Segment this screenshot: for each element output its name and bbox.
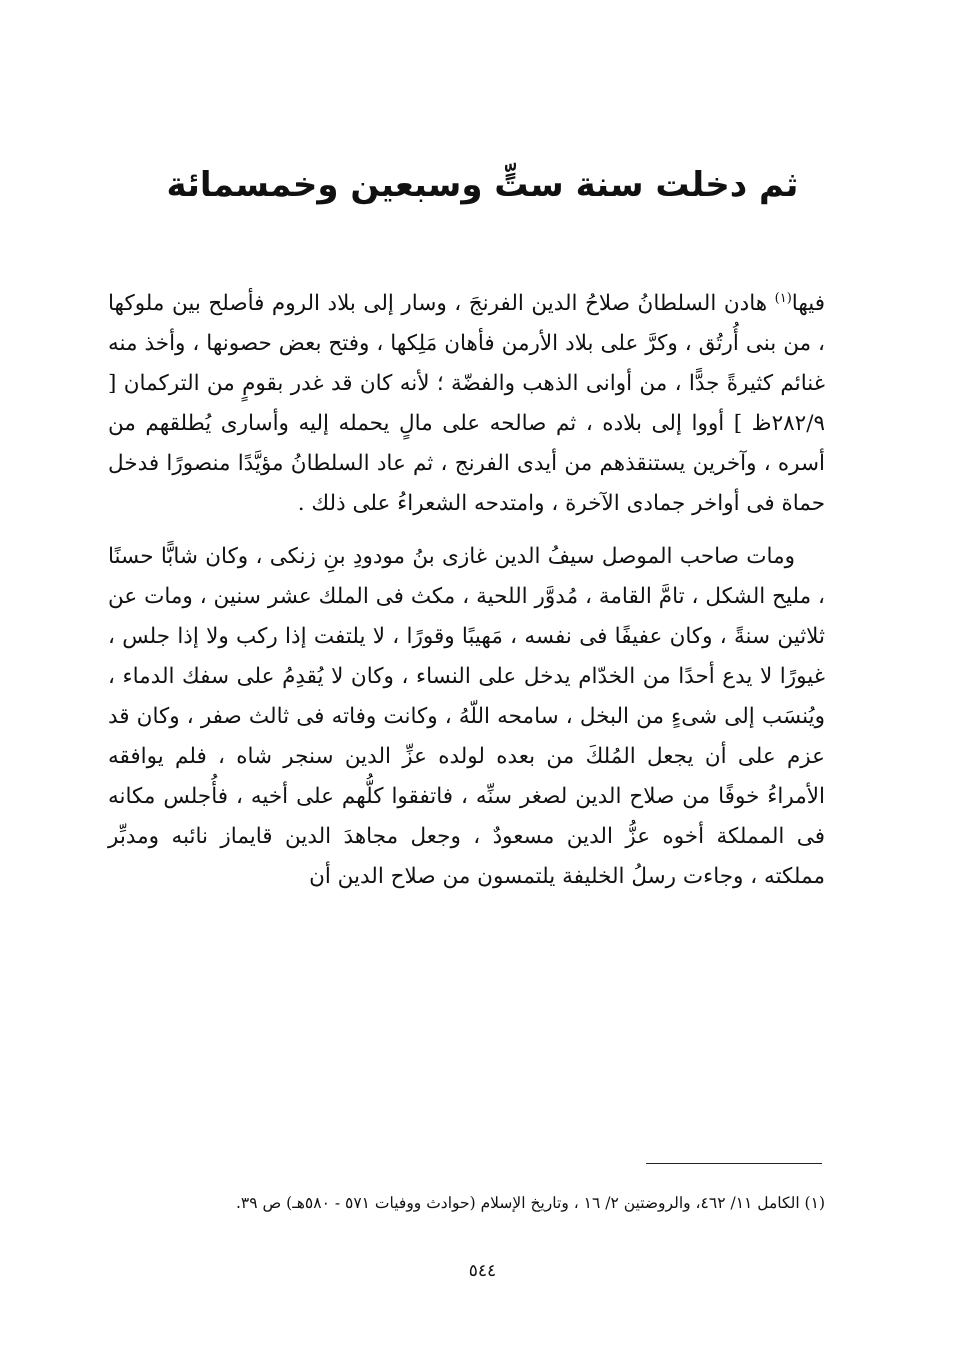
main-text (108, 284, 825, 897)
paragraph-1-lead: فيها (791, 291, 825, 316)
footnote: (١) الكامل ١١/ ٤٦٢، والروضتين ٢/ ١٦ ، وتاريخ الإسلام (حوادث ووفيات ٥٧١ - ٥٨٠هـ) ص ٣٩. (235, 1194, 825, 1212)
paragraph-2: ومات صاحب الموصل سيفُ الدين غازى بنُ مودودِ بنِ زنكى ، وكان شابًّا حسنًا ، مليح الشكل ، تامَّ القامة ، مُدوَّر اللحية ، مكث فى الملك عشر سنين ، ومات عن ثلاثين سنةً ، وكان عفيفًا فى نفسه ، مَهيبًا وقورًا ، لا يلتفت إذا ركب ولا إذا جلس ، غيورًا لا يدع أحدًا من الخدّام يدخل على النساء ، وكان لا يُقدِمُ على سفك الدماء ، ويُنسَب إلى شىءٍ من البخل ، سامحه اللّهُ ، وكانت وفاته فى ثالث صفر ، وكان قد عزم على أن يجعل المُلكَ من بعده لولده عزِّ الدين سنجر شاه ، فلم يوافقه الأمراءُ خوفًا من صلاح الدين لصغر سنِّه ، فاتفقوا كلُّهم على أخيه ، فأُجلس مكانه فى المملكة أخوه عزُّ الدين مسعودٌ ، وجعل مجاهدَ الدين قايماز نائبه ومدبِّر مملكته ، وجاءت رسلُ الخليفة يلتمسون من صلاح الدين أن (108, 544, 825, 889)
footnote-divider (646, 1163, 822, 1164)
page-number: ٥٤٤ (468, 1261, 497, 1281)
paragraph-1-text: هادن السلطانُ صلاحُ الدين الفرنجَ ، وسار إلى بلاد الروم فأصلح بين ملوكها ، من بنى أُرتُق ، وكرَّ على بلاد الأرمن فأهان مَلِكها ، وفتح بعض حصونها ، وأخذ منه غنائم كثيرةً جدًّا ، من أوانى الذهب والفضّة ؛ لأنه كان قد غدر بقومٍ من التركمان [ ٢٨٢/٩ظ ] أووا إلى بلاده ، ثم صالحه على مالٍ يحمله إليه وأسارى يُطلقهم من أسره ، وآخرين يستنقذهم من أيدى الفرنج ، ثم عاد السلطانُ مؤيَّدًا منصورًا فدخل حماة فى أواخر جمادى الآخرة ، وامتدحه الشعراءُ على ذلك . (108, 291, 825, 516)
paragraph-1 (108, 284, 825, 524)
chapter-heading: ثم دخلت سنة ستٍّ وسبعين وخمسمائة (166, 165, 799, 205)
footnote-reference[interactable]: (١) (774, 290, 792, 306)
